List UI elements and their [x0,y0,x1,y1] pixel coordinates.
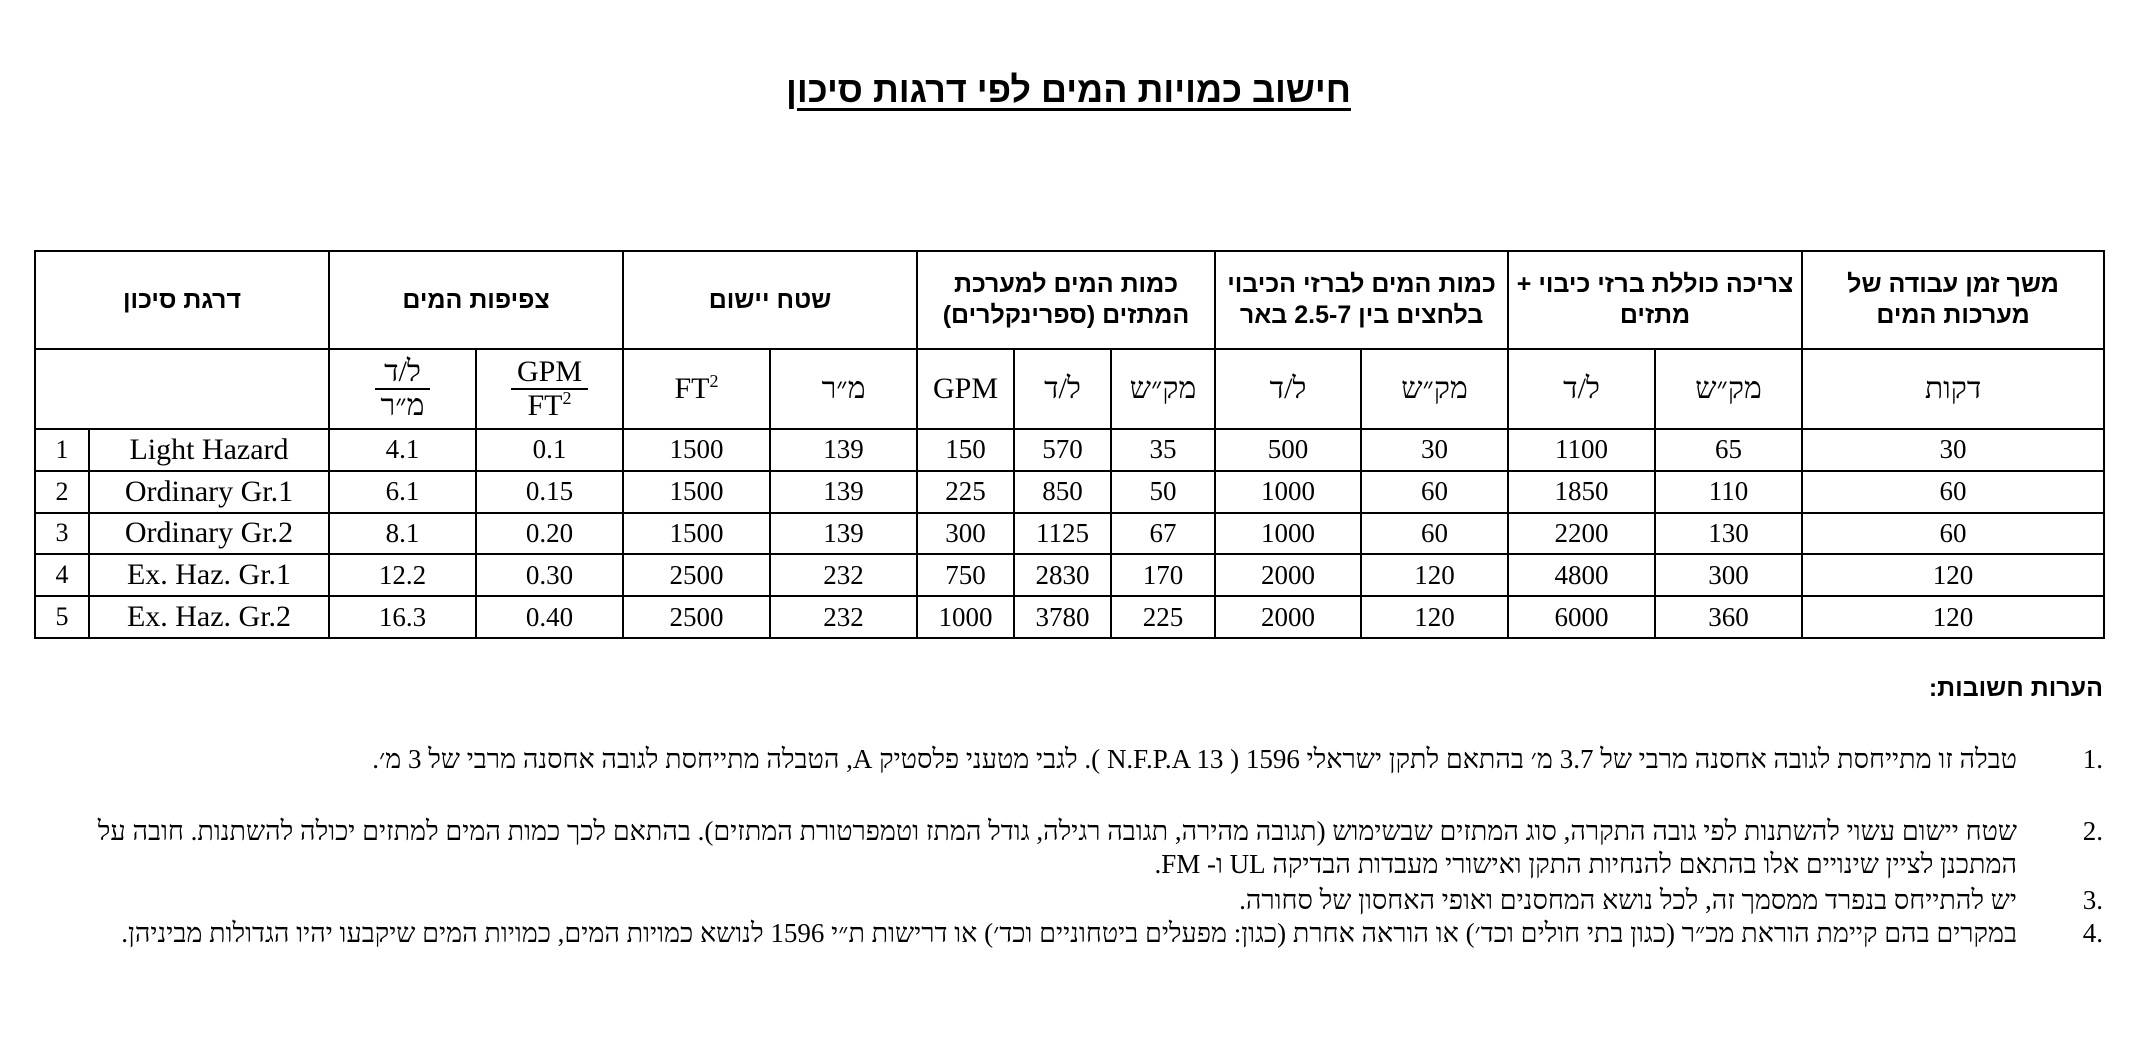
cell-spr-lpm: 1125 [1014,513,1111,555]
cell-tot-m3h: 130 [1655,513,1802,555]
cell-density-lpm-m2: 8.1 [329,513,476,555]
risk-levels-table [34,250,2105,639]
cell-area-m2: 232 [770,596,917,638]
table-row [35,596,2104,638]
cell-area-m2: 139 [770,429,917,471]
cell-tot-lpm: 4800 [1508,554,1655,596]
page-title [0,68,2137,112]
cell-no: 4 [35,554,89,596]
frac-numerator: ל/ד [375,356,431,390]
cell-density-gpm-ft2: 0.1 [476,429,623,471]
cell-minutes: 60 [1802,513,2104,555]
cell-hyd-m3h: 120 [1361,596,1508,638]
note-number: 2. [2082,816,2103,846]
cell-area-m2: 139 [770,513,917,555]
notes-heading: הערות חשובות: [1928,674,2103,702]
subheader-total-m3h: מק״ש [1655,349,1802,429]
table-sub-header-row [35,349,2104,429]
cell-hazard: Ex. Haz. Gr.1 [89,554,329,596]
cell-tot-m3h: 300 [1655,554,1802,596]
cell-area-ft2: 2500 [623,554,770,596]
header-risk-level: דרגת סיכון [35,251,329,349]
cell-spr-lpm: 570 [1014,429,1111,471]
subheader-gpm-per-ft2 [476,349,623,429]
cell-spr-lpm: 2830 [1014,554,1111,596]
cell-hyd-m3h: 60 [1361,471,1508,513]
table-row [35,554,2104,596]
cell-hyd-m3h: 30 [1361,429,1508,471]
frac-numerator: GPM [511,356,588,390]
subheader-sprinkler-lpm: ל/ד [1014,349,1111,429]
note-number: 3. [2082,885,2103,915]
subheader-m2: מ״ר [770,349,917,429]
cell-area-ft2: 1500 [623,513,770,555]
cell-spr-m3h: 35 [1111,429,1215,471]
frac-denominator: $FT^2$ [527,387,572,422]
subheader-lpm-per-m2 [329,349,476,429]
cell-hyd-lpm: 2000 [1215,596,1361,638]
cell-hazard: Ordinary Gr.2 [89,513,329,555]
cell-density-gpm-ft2: 0.15 [476,471,623,513]
cell-area-m2: 232 [770,554,917,596]
subheader-total-lpm: ל/ד [1508,349,1655,429]
cell-spr-gpm: 300 [917,513,1014,555]
note-text: במקרים בהם קיימת הוראת מכ״ר (כגון בתי חולים וכד׳) או הוראה אחרת (כגון: מפעלים ביטחוניים וכד׳) או דרישות ת״י 1596 לנושא כמויות המים, כמויות המים שיקבעו יהיו הגדולות מביניהן. [121,918,2017,948]
cell-area-ft2: 2500 [623,596,770,638]
cell-spr-gpm: 1000 [917,596,1014,638]
cell-density-lpm-m2: 6.1 [329,471,476,513]
cell-no: 2 [35,471,89,513]
subheader-sprinkler-m3h: מק״ש [1111,349,1215,429]
cell-tot-lpm: 6000 [1508,596,1655,638]
cell-tot-m3h: 65 [1655,429,1802,471]
header-working-duration: משך זמן עבודה של מערכות המים [1802,251,2104,349]
cell-spr-gpm: 150 [917,429,1014,471]
header-application-area: שטח יישום [623,251,917,349]
subheader-hydrant-m3h: מק״ש [1361,349,1508,429]
table-group-header-row [35,251,2104,349]
subheader-hydrant-lpm: ל/ד [1215,349,1361,429]
cell-minutes: 120 [1802,596,2104,638]
note-text: טבלה זו מתייחסת לגובה אחסנה מרבי של 3.7 מ׳ בהתאם לתקן ישראלי 1596 ( N.F.P.A 13 ). לגבי מטעני פלסטיק A, הטבלה מתייחסת לגובה אחסנה מרבי של 3 מ׳. [372,744,2017,774]
cell-no: 5 [35,596,89,638]
cell-area-m2: 139 [770,471,917,513]
cell-spr-m3h: 67 [1111,513,1215,555]
cell-hazard: Light Hazard [89,429,329,471]
note-text: שטח יישום עשוי להשתנות לפי גובה התקרה, סוג המתזים שבשימוש (תגובה מהירה, תגובה רגילה, גודל המתז וטמפרטורת המתזים). בהתאם לכך כמות המים למתזים יכולה להשתנות. חובה על המתכנן לציין שינויים אלו בהתאם להנחיות התקן ואישורי מעבדות הבדיקה UL ו- FM. [97,816,2017,879]
note-number: 1. [2082,744,2103,774]
cell-hyd-lpm: 1000 [1215,513,1361,555]
cell-hyd-m3h: 120 [1361,554,1508,596]
cell-area-ft2: 1500 [623,471,770,513]
cell-minutes: 60 [1802,471,2104,513]
cell-spr-gpm: 750 [917,554,1014,596]
cell-spr-m3h: 225 [1111,596,1215,638]
page-title-text: חישוב כמויות המים לפי דרגות סיכון [786,69,1351,110]
cell-tot-lpm: 1850 [1508,471,1655,513]
header-total-consumption: צריכה כוללת ברזי כיבוי + מתזים [1508,251,1802,349]
cell-spr-lpm: 3780 [1014,596,1111,638]
cell-no: 3 [35,513,89,555]
cell-minutes: 120 [1802,554,2104,596]
cell-tot-m3h: 110 [1655,471,1802,513]
note-number: 4. [2082,918,2103,948]
cell-tot-lpm: 2200 [1508,513,1655,555]
subheader-ft2: $FT^2$ [623,349,770,429]
cell-density-lpm-m2: 12.2 [329,554,476,596]
subheader-risk-empty [35,349,329,429]
subheader-sprinkler-gpm: GPM [917,349,1014,429]
header-sprinkler-water: כמות המים למערכת המתזים (ספרינקלרים) [917,251,1215,349]
cell-density-gpm-ft2: 0.20 [476,513,623,555]
cell-tot-m3h: 360 [1655,596,1802,638]
table-row [35,513,2104,555]
cell-spr-m3h: 170 [1111,554,1215,596]
cell-hyd-lpm: 2000 [1215,554,1361,596]
cell-hazard: Ex. Haz. Gr.2 [89,596,329,638]
cell-density-gpm-ft2: 0.30 [476,554,623,596]
subheader-minutes: דקות [1802,349,2104,429]
cell-no: 1 [35,429,89,471]
cell-density-lpm-m2: 16.3 [329,596,476,638]
cell-hyd-m3h: 60 [1361,513,1508,555]
cell-hyd-lpm: 1000 [1215,471,1361,513]
cell-density-lpm-m2: 4.1 [329,429,476,471]
frac-denominator: מ״ר [380,388,425,422]
cell-hazard: Ordinary Gr.1 [89,471,329,513]
cell-spr-gpm: 225 [917,471,1014,513]
cell-spr-lpm: 850 [1014,471,1111,513]
cell-minutes: 30 [1802,429,2104,471]
cell-hyd-lpm: 500 [1215,429,1361,471]
table-row [35,429,2104,471]
header-hydrant-water: כמות המים לברזי הכיבוי בלחצים בין 2.5-7 באר [1215,251,1508,349]
cell-spr-m3h: 50 [1111,471,1215,513]
header-water-density: צפיפות המים [329,251,623,349]
cell-area-ft2: 1500 [623,429,770,471]
table-row [35,471,2104,513]
note-text: יש להתייחס בנפרד ממסמך זה, לכל נושא המחסנים ואופי האחסון של סחורה. [1239,885,2017,915]
cell-density-gpm-ft2: 0.40 [476,596,623,638]
table-body [35,429,2104,638]
cell-tot-lpm: 1100 [1508,429,1655,471]
